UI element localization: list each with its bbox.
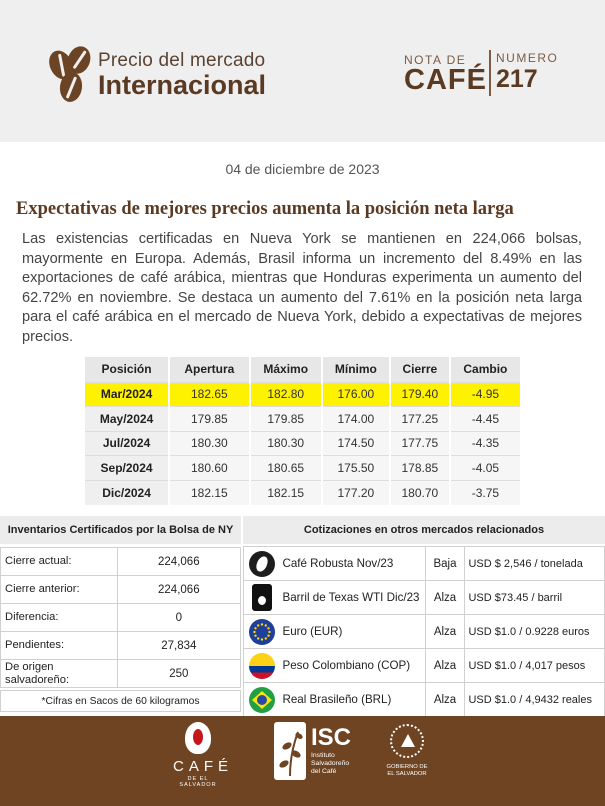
table-cell: Sep/2024	[85, 456, 169, 481]
table-row	[244, 615, 605, 649]
table-row	[1, 548, 241, 576]
table-cell: 177.20	[322, 480, 390, 505]
table-cell: 177.75	[390, 431, 450, 456]
column-header: Cierre	[390, 357, 450, 382]
brand-title-line2: Internacional	[98, 70, 267, 100]
table-cell: 177.25	[390, 407, 450, 432]
column-header: Mínimo	[322, 357, 390, 382]
table-row	[85, 456, 521, 481]
national-seal-icon	[390, 724, 424, 758]
table-row	[85, 407, 521, 432]
market-trend: Alza	[425, 683, 465, 717]
column-header: Máximo	[250, 357, 322, 382]
table-cell-value: 27,834	[117, 632, 240, 660]
table-cell: 179.85	[250, 407, 322, 432]
table-cell: 182.15	[169, 480, 249, 505]
market-price: USD $1.0 / 4,9432 reales	[465, 683, 605, 717]
table-row	[1, 604, 241, 632]
inventories-title: Inventarios Certificados por la Bolsa de NY	[0, 516, 241, 544]
market-name: Euro (EUR)	[279, 615, 425, 649]
table-row	[244, 683, 605, 717]
table-cell-value: 224,066	[117, 548, 240, 576]
headline: Expectativas de mejores precios aumenta la posición neta larga	[16, 199, 514, 219]
table-header-row	[85, 357, 521, 382]
market-name: Real Brasileño (BRL)	[279, 683, 425, 717]
gob-line: EL SALVADOR	[387, 771, 427, 777]
table-row	[85, 480, 521, 505]
summary-paragraph: Las existencias certificadas en Nueva York se mantienen en 224,066 bolsas, mayormente en Europa. Además, Brasil informa un incremento del 8.49% en las exportaciones de café arábica, mientras que Honduras experimenta un aumento del 62.72% en noviembre. Se destaca un aumento del 7.61% en la posición neta larga para el café arábica en el mercado de Nueva York, debido a expectativas de mejores precios.	[22, 231, 582, 345]
oil-barrel-icon	[252, 584, 272, 611]
table-cell-label: De origen salvadoreño:	[1, 660, 118, 688]
market-trend: Alza	[425, 581, 465, 615]
isc-sub-line: Instituto	[311, 752, 335, 759]
brand-title-line1: Precio del mercado	[98, 50, 266, 71]
table-cell: 178.85	[390, 456, 450, 481]
table-cell: 179.85	[169, 407, 249, 432]
table-cell: Dic/2024	[85, 480, 169, 505]
table-cell: -4.95	[450, 382, 521, 407]
table-cell: 179.40	[390, 382, 450, 407]
market-name: Barril de Texas WTI Dic/23	[279, 581, 425, 615]
table-row	[244, 581, 605, 615]
cafe-logo-word: CAFÉ	[173, 758, 234, 775]
table-cell: -3.75	[450, 480, 521, 505]
market-trend: Baja	[425, 547, 465, 581]
table-cell-label: Pendientes:	[1, 632, 118, 660]
table-cell: 180.65	[250, 456, 322, 481]
table-cell: 182.80	[250, 382, 322, 407]
column-header: Posición	[85, 357, 169, 382]
market-price: USD $73.45 / barril	[465, 581, 605, 615]
table-cell: 182.15	[250, 480, 322, 505]
isc-logo	[274, 722, 364, 780]
isc-logo-sub	[311, 752, 349, 776]
table-cell-label: Diferencia:	[1, 604, 118, 632]
table-row	[1, 576, 241, 604]
eu-flag-icon	[249, 619, 275, 645]
coffee-bean-icon	[249, 551, 275, 577]
table-cell: 180.70	[390, 480, 450, 505]
inventories-table	[0, 547, 241, 688]
table-row	[1, 660, 241, 688]
table-row	[1, 632, 241, 660]
markets-table	[243, 546, 605, 717]
gob-line: GOBIERNO DE	[386, 764, 428, 770]
colombia-flag-icon	[249, 653, 275, 679]
gobierno-logo	[380, 724, 434, 778]
brand-logo	[48, 46, 266, 104]
divider	[489, 50, 491, 96]
table-row	[244, 649, 605, 683]
brazil-flag-icon	[249, 687, 275, 713]
units-footnote: *Cifras en Sacos de 60 kilogramos	[0, 690, 241, 712]
market-price: USD $ 2,546 / tonelada	[465, 547, 605, 581]
table-cell-value: 250	[117, 660, 240, 688]
cafe-mark-icon	[185, 722, 211, 754]
isc-sub-line: Salvadoreño	[311, 760, 350, 767]
gobierno-logo-text	[380, 764, 434, 778]
nota-cafe-label: CAFÉ	[404, 64, 487, 96]
table-cell: 174.00	[322, 407, 390, 432]
table-cell: 182.65	[169, 382, 249, 407]
table-cell: 176.00	[322, 382, 390, 407]
table-row	[85, 431, 521, 456]
table-cell: 174.50	[322, 431, 390, 456]
table-cell: 180.60	[169, 456, 249, 481]
table-cell-label: Cierre anterior:	[1, 576, 118, 604]
issue-badge	[404, 50, 564, 98]
table-cell: 180.30	[250, 431, 322, 456]
nota-de-label: NOTA DE	[404, 53, 467, 67]
table-cell: 175.50	[322, 456, 390, 481]
cafe-logo-sub: DE EL SALVADOR	[179, 776, 217, 788]
market-trend: Alza	[425, 649, 465, 683]
publication-date: 04 de diciembre de 2023	[225, 161, 380, 177]
table-row-highlighted	[85, 382, 521, 407]
table-cell: Jul/2024	[85, 431, 169, 456]
table-cell: -4.45	[450, 407, 521, 432]
table-cell: 180.30	[169, 431, 249, 456]
table-cell: -4.35	[450, 431, 521, 456]
column-header: Cambio	[450, 357, 521, 382]
table-cell: -4.05	[450, 456, 521, 481]
isc-logo-word: ISC	[311, 724, 352, 751]
market-name: Café Robusta Nov/23	[279, 547, 425, 581]
issue-number: 217	[496, 65, 538, 93]
futures-price-table	[85, 357, 522, 505]
market-price: USD $1.0 / 4,017 pesos	[465, 649, 605, 683]
footer	[0, 716, 605, 806]
column-header: Apertura	[169, 357, 249, 382]
header	[0, 0, 605, 142]
coffee-beans-icon	[48, 46, 94, 104]
table-cell-value: 224,066	[117, 576, 240, 604]
table-cell: May/2024	[85, 407, 169, 432]
table-row	[244, 547, 605, 581]
market-price: USD $1.0 / 0.9228 euros	[465, 615, 605, 649]
numero-label: NUMERO	[496, 51, 559, 65]
market-name: Peso Colombiano (COP)	[279, 649, 425, 683]
table-cell-label: Cierre actual:	[1, 548, 118, 576]
coffee-branch-icon	[274, 722, 306, 780]
table-cell-value: 0	[117, 604, 240, 632]
table-cell: Mar/2024	[85, 382, 169, 407]
market-trend: Alza	[425, 615, 465, 649]
cafe-de-el-salvador-logo	[168, 722, 234, 788]
isc-sub-line: del Café	[311, 768, 337, 775]
markets-title: Cotizaciones en otros mercados relacionados	[243, 516, 605, 544]
